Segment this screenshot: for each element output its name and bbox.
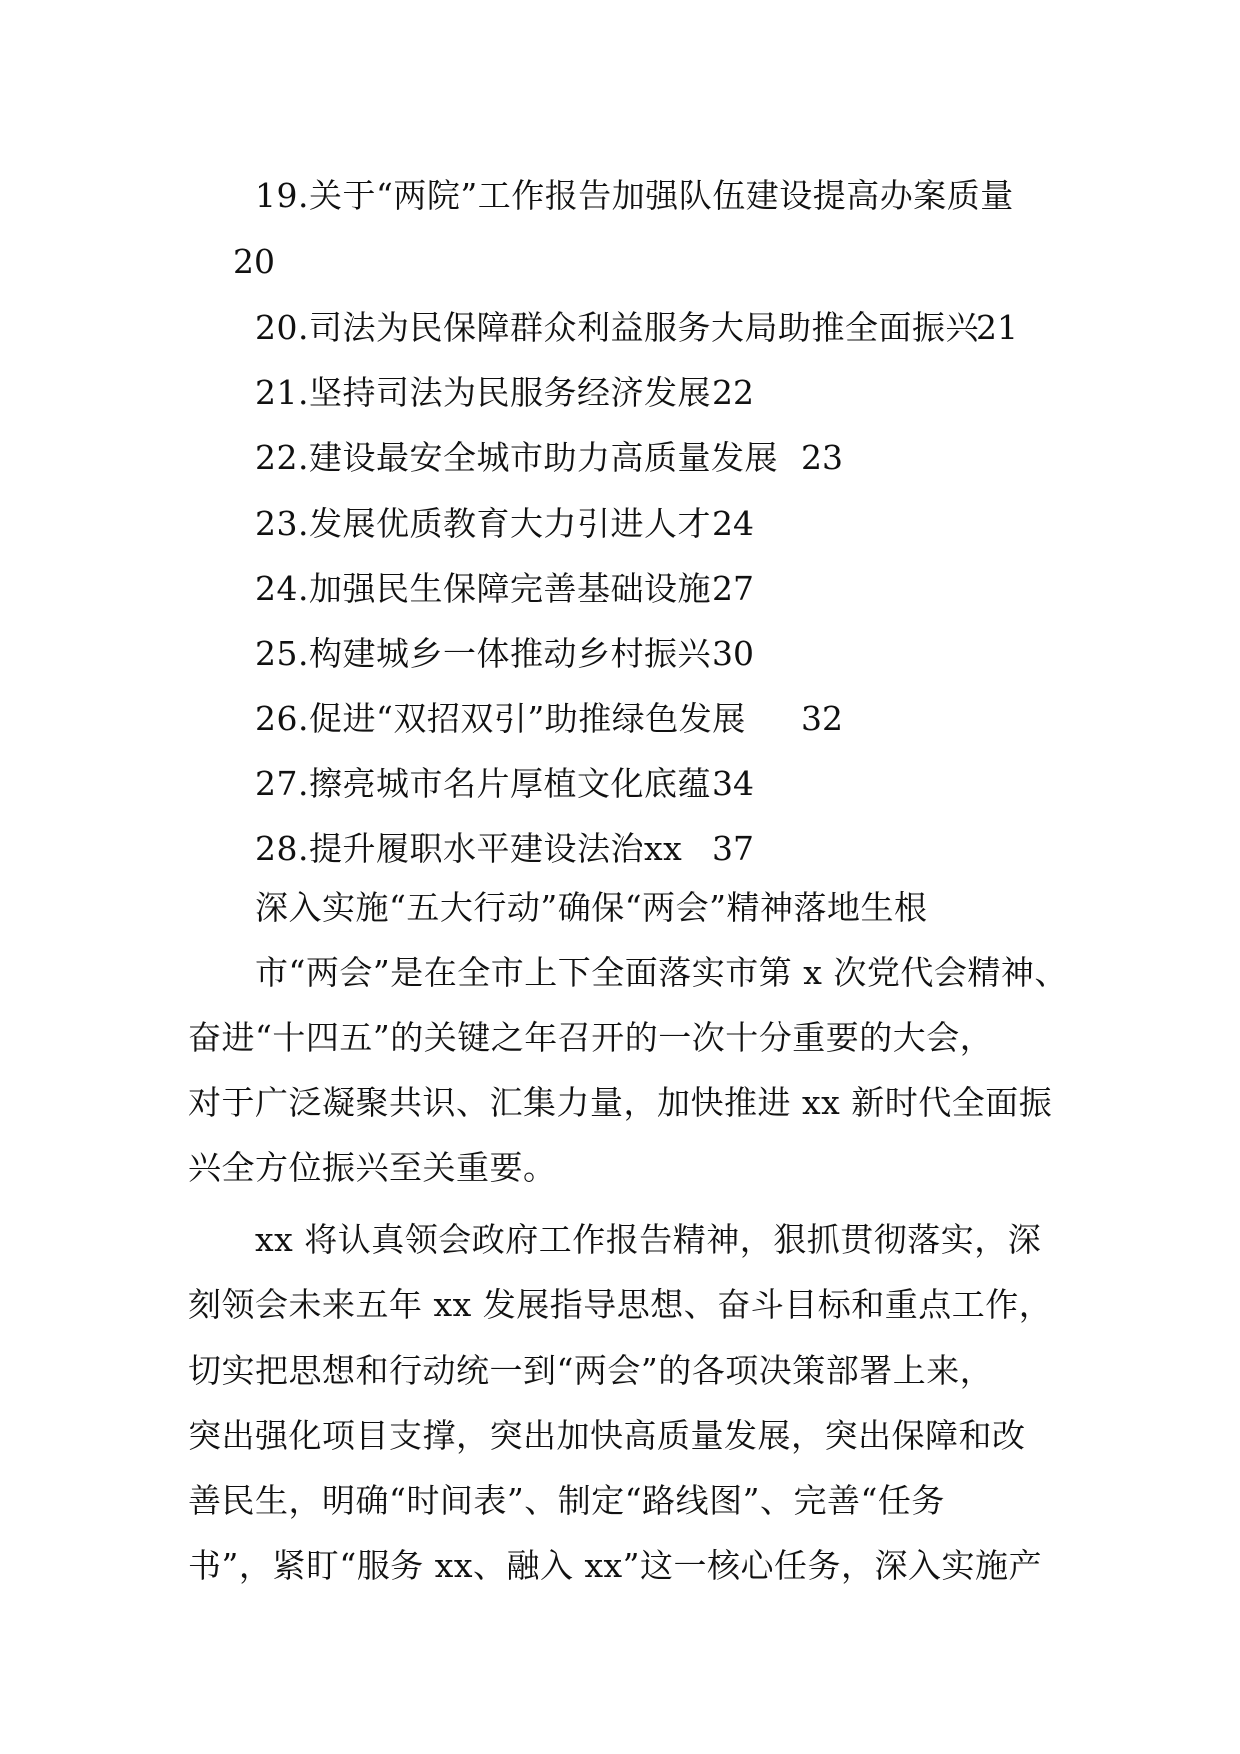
paragraph-line: 对于广泛凝聚共识、汇集力量，加快推进 xx 新时代全面振 <box>188 1083 1053 1122</box>
toc-entry-19-page: 20 <box>233 242 275 281</box>
paragraph-line: 兴全方位振兴至关重要。 <box>188 1148 557 1187</box>
toc-entry-20-page: 21 <box>976 308 1018 347</box>
paragraph-line: 切实把思想和行动统一到“两会”的各项决策部署上来， <box>188 1351 994 1390</box>
toc-entry-20-title: 20.司法为民保障群众利益服务大局助推全面振兴 <box>255 308 979 347</box>
toc-entry-24-page: 27 <box>712 569 754 608</box>
paragraph-line: 市“两会”是在全市上下全面落实市第 x 次党代会精神、 <box>255 953 1068 992</box>
toc-entry-26-title: 26.促进“双招双引”助推绿色发展 <box>255 699 746 738</box>
paragraph-line: 突出强化项目支撑，突出加快高质量发展，突出保障和改 <box>188 1416 1026 1455</box>
toc-entry-21-page: 22 <box>712 373 754 412</box>
toc-entry-26-page: 32 <box>801 699 843 738</box>
section-heading: 深入实施“五大行动”确保“两会”精神落地生根 <box>255 888 928 927</box>
toc-entry-24-title: 24.加强民生保障完善基础设施 <box>255 569 711 608</box>
paragraph-line: 善民生，明确“时间表”、制定“路线图”、完善“任务 <box>188 1481 945 1520</box>
toc-entry-23-page: 24 <box>712 504 754 543</box>
toc-entry-27-page: 34 <box>712 764 754 803</box>
toc-entry-27-title: 27.擦亮城市名片厚植文化底蕴 <box>255 764 711 803</box>
toc-entry-25-page: 30 <box>712 634 754 673</box>
toc-entry-22-title: 22.建设最安全城市助力高质量发展 <box>255 438 778 477</box>
toc-entry-19-title: 19.关于“两院”工作报告加强队伍建设提高办案质量 <box>255 176 1014 215</box>
toc-entry-23-title: 23.发展优质教育大力引进人才 <box>255 504 711 543</box>
toc-entry-22-page: 23 <box>801 438 843 477</box>
paragraph-line: 刻领会未来五年 xx 发展指导思想、奋斗目标和重点工作， <box>188 1285 1053 1324</box>
paragraph-line: 奋进“十四五”的关键之年召开的一次十分重要的大会， <box>188 1018 994 1057</box>
toc-entry-21-title: 21.坚持司法为民服务经济发展 <box>255 373 711 412</box>
toc-entry-28-title: 28.提升履职水平建设法治xx <box>255 829 683 868</box>
toc-entry-25-title: 25.构建城乡一体推动乡村振兴 <box>255 634 711 673</box>
paragraph-line: 书”，紧盯“服务 xx、融入 xx”这一核心任务，深入实施产 <box>188 1546 1043 1585</box>
toc-entry-28-page: 37 <box>712 829 754 868</box>
paragraph-line: xx 将认真领会政府工作报告精神，狠抓贯彻落实，深 <box>255 1220 1042 1259</box>
